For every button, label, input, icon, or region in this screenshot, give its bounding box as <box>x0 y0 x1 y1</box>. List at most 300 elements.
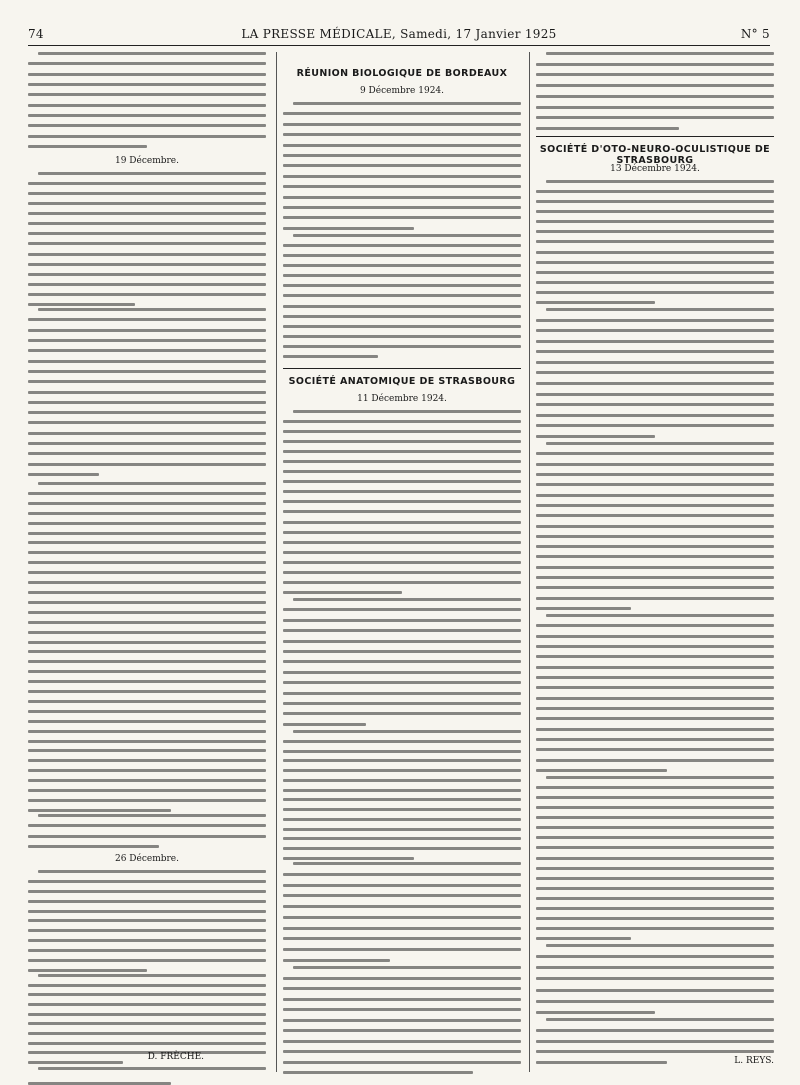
text-line-placeholder <box>28 512 266 515</box>
text-line-placeholder <box>283 175 521 178</box>
text-line-placeholder <box>283 740 521 743</box>
text-line-placeholder <box>536 73 774 76</box>
text-line-placeholder <box>283 905 521 908</box>
text-line-placeholder <box>283 185 521 188</box>
text-line-placeholder <box>536 786 774 789</box>
text-line-placeholder <box>28 242 266 245</box>
section-heading: SOCIÉTÉ D'OTO-NEURO-OCULISTIQUE DE STRASBOURG <box>539 144 771 166</box>
text-line-placeholder <box>536 463 774 466</box>
text-line-placeholder <box>28 411 266 414</box>
text-line-placeholder <box>536 535 774 538</box>
text-line-placeholder <box>536 483 774 486</box>
text-line-placeholder <box>536 403 774 406</box>
text-line-placeholder <box>38 52 266 55</box>
text-line-placeholder <box>38 974 266 977</box>
text-line-placeholder <box>536 63 774 66</box>
text-line-placeholder <box>536 1011 655 1014</box>
text-line-placeholder <box>283 440 521 443</box>
text-line-placeholder <box>283 551 521 554</box>
text-line-placeholder <box>28 232 266 235</box>
text-line-placeholder <box>283 998 521 1001</box>
text-line-placeholder <box>536 966 774 969</box>
text-line-placeholder <box>28 680 266 683</box>
text-line-placeholder <box>283 808 521 811</box>
text-line-placeholder <box>536 676 774 679</box>
text-line-placeholder <box>283 470 521 473</box>
text-line-placeholder <box>536 350 774 353</box>
text-line-placeholder <box>283 144 521 147</box>
text-line-placeholder <box>28 809 171 812</box>
text-line-placeholder <box>546 944 774 947</box>
text-line-placeholder <box>28 114 266 117</box>
text-line-placeholder <box>283 490 521 493</box>
text-line-placeholder <box>536 738 774 741</box>
text-line-placeholder <box>536 806 774 809</box>
text-line-placeholder <box>28 591 266 594</box>
text-line-placeholder <box>28 993 266 996</box>
text-line-placeholder <box>283 531 521 534</box>
section-heading: SOCIÉTÉ ANATOMIQUE DE STRASBOURG <box>288 376 516 387</box>
text-line-placeholder <box>293 730 521 733</box>
text-line-placeholder <box>28 93 266 96</box>
text-line-placeholder <box>536 271 774 274</box>
text-line-placeholder <box>536 95 774 98</box>
text-line-placeholder <box>536 84 774 87</box>
text-line-placeholder <box>28 502 266 505</box>
text-line-placeholder <box>283 112 521 115</box>
text-line-placeholder <box>536 230 774 233</box>
text-line-placeholder <box>28 919 266 922</box>
text-line-placeholder <box>28 710 266 713</box>
text-paragraph <box>28 814 266 848</box>
text-line-placeholder <box>283 420 521 423</box>
text-line-placeholder <box>28 532 266 535</box>
text-line-placeholder <box>536 435 655 438</box>
text-line-placeholder <box>283 798 521 801</box>
text-line-placeholder <box>283 254 521 257</box>
text-line-placeholder <box>536 887 774 890</box>
text-line-placeholder <box>283 818 521 821</box>
text-line-placeholder <box>28 551 266 554</box>
text-line-placeholder <box>536 371 774 374</box>
text-line-placeholder <box>536 504 774 507</box>
text-line-placeholder <box>283 510 521 513</box>
text-line-placeholder <box>536 514 774 517</box>
text-line-placeholder <box>536 666 774 669</box>
column-center <box>283 52 521 1074</box>
text-line-placeholder <box>28 104 266 107</box>
text-line-placeholder <box>28 522 266 525</box>
text-line-placeholder <box>283 355 378 358</box>
text-line-placeholder <box>283 847 521 850</box>
text-line-placeholder <box>283 629 521 632</box>
text-line-placeholder <box>546 308 774 311</box>
text-line-placeholder <box>28 910 266 913</box>
text-line-placeholder <box>28 283 266 286</box>
text-line-placeholder <box>536 955 774 958</box>
text-line-placeholder <box>536 877 774 880</box>
text-line-placeholder <box>28 769 266 772</box>
text-line-placeholder <box>536 200 774 203</box>
text-line-placeholder <box>536 816 774 819</box>
text-line-placeholder <box>536 261 774 264</box>
text-line-placeholder <box>536 769 667 772</box>
text-line-placeholder <box>28 253 266 256</box>
text-line-placeholder <box>28 939 266 942</box>
text-line-placeholder <box>283 216 521 219</box>
text-line-placeholder <box>283 959 390 962</box>
text-line-placeholder <box>283 927 521 930</box>
text-line-placeholder <box>283 1008 521 1011</box>
text-line-placeholder <box>283 460 521 463</box>
text-line-placeholder <box>283 948 521 951</box>
text-paragraph <box>283 730 521 860</box>
text-line-placeholder <box>293 234 521 237</box>
text-line-placeholder <box>536 655 774 658</box>
text-line-placeholder <box>28 779 266 782</box>
text-line-placeholder <box>283 977 521 980</box>
text-line-placeholder <box>536 796 774 799</box>
text-line-placeholder <box>28 421 266 424</box>
text-line-placeholder <box>536 494 774 497</box>
text-line-placeholder <box>28 641 266 644</box>
text-line-placeholder <box>28 370 266 373</box>
text-line-placeholder <box>536 826 774 829</box>
text-line-placeholder <box>28 541 266 544</box>
text-line-placeholder <box>536 907 774 910</box>
text-line-placeholder <box>283 305 521 308</box>
text-line-placeholder <box>536 281 774 284</box>
text-line-placeholder <box>283 884 521 887</box>
text-paragraph <box>536 776 774 940</box>
author-signature: D. FRÈCHE. <box>147 1052 204 1062</box>
text-line-placeholder <box>546 442 774 445</box>
text-line-placeholder <box>536 586 774 589</box>
text-line-placeholder <box>283 712 521 715</box>
text-line-placeholder <box>28 62 266 65</box>
text-line-placeholder <box>28 222 266 225</box>
text-line-placeholder <box>283 154 521 157</box>
text-line-placeholder <box>293 598 521 601</box>
text-line-placeholder <box>546 52 774 55</box>
text-line-placeholder <box>28 969 147 972</box>
text-line-placeholder <box>28 730 266 733</box>
text-line-placeholder <box>28 1032 266 1035</box>
text-line-placeholder <box>28 463 266 466</box>
text-line-placeholder <box>536 927 774 930</box>
text-line-placeholder <box>283 769 521 772</box>
text-line-placeholder <box>536 566 774 569</box>
text-line-placeholder <box>28 835 266 838</box>
column-divider <box>529 52 530 1072</box>
text-line-placeholder <box>283 591 402 594</box>
text-line-placeholder <box>28 949 266 952</box>
text-line-placeholder <box>283 264 521 267</box>
text-line-placeholder <box>28 360 266 363</box>
text-line-placeholder <box>536 836 774 839</box>
text-paragraph <box>283 410 521 594</box>
text-paragraph <box>536 944 774 1014</box>
text-line-placeholder <box>546 614 774 617</box>
text-line-placeholder <box>536 867 774 870</box>
text-line-placeholder <box>28 380 266 383</box>
text-line-placeholder <box>28 799 266 802</box>
text-line-placeholder <box>283 123 521 126</box>
text-line-placeholder <box>28 890 266 893</box>
text-line-placeholder <box>536 635 774 638</box>
text-line-placeholder <box>536 759 774 762</box>
text-line-placeholder <box>283 759 521 762</box>
text-line-placeholder <box>283 779 521 782</box>
text-line-placeholder <box>28 581 266 584</box>
text-line-placeholder <box>28 273 266 276</box>
text-line-placeholder <box>283 345 521 348</box>
text-line-placeholder <box>28 492 266 495</box>
text-line-placeholder <box>536 525 774 528</box>
text-line-placeholder <box>28 1042 266 1045</box>
text-line-placeholder <box>536 116 774 119</box>
column-left <box>28 52 266 1074</box>
text-paragraph <box>28 52 266 148</box>
text-line-placeholder <box>536 607 631 610</box>
text-paragraph <box>283 966 521 1074</box>
text-paragraph <box>536 614 774 772</box>
text-line-placeholder <box>28 182 266 185</box>
text-line-placeholder <box>28 73 266 76</box>
text-line-placeholder <box>38 482 266 485</box>
text-line-placeholder <box>536 555 774 558</box>
text-line-placeholder <box>283 723 366 726</box>
text-line-placeholder <box>28 339 266 342</box>
text-line-placeholder <box>536 190 774 193</box>
text-line-placeholder <box>536 251 774 254</box>
text-line-placeholder <box>28 473 99 476</box>
text-line-placeholder <box>28 959 266 962</box>
text-line-placeholder <box>28 759 266 762</box>
text-line-placeholder <box>536 989 774 992</box>
text-line-placeholder <box>28 789 266 792</box>
text-line-placeholder <box>283 500 521 503</box>
text-line-placeholder <box>283 1040 521 1043</box>
text-paragraph <box>28 870 266 972</box>
text-line-placeholder <box>283 828 521 831</box>
text-line-placeholder <box>28 670 266 673</box>
text-line-placeholder <box>283 702 521 705</box>
text-line-placeholder <box>28 349 266 352</box>
text-line-placeholder <box>283 450 521 453</box>
text-line-placeholder <box>28 601 266 604</box>
text-line-placeholder <box>28 145 147 148</box>
section-heading: RÉUNION BIOLOGIQUE DE BORDEAUX <box>296 68 508 79</box>
text-line-placeholder <box>283 916 521 919</box>
text-line-placeholder <box>28 83 266 86</box>
text-line-placeholder <box>536 717 774 720</box>
text-line-placeholder <box>28 571 266 574</box>
text-line-placeholder <box>536 707 774 710</box>
text-line-placeholder <box>28 984 266 987</box>
text-line-placeholder <box>28 391 266 394</box>
text-line-placeholder <box>536 220 774 223</box>
text-line-placeholder <box>38 1067 266 1070</box>
session-date: 26 Décembre. <box>114 854 179 864</box>
text-line-placeholder <box>38 308 266 311</box>
text-line-placeholder <box>536 240 774 243</box>
text-line-placeholder <box>293 410 521 413</box>
text-line-placeholder <box>283 837 521 840</box>
text-line-placeholder <box>536 624 774 627</box>
text-line-placeholder <box>536 937 631 940</box>
text-line-placeholder <box>283 650 521 653</box>
text-line-placeholder <box>536 452 774 455</box>
text-line-placeholder <box>283 619 521 622</box>
text-line-placeholder <box>283 325 521 328</box>
text-line-placeholder <box>283 227 414 230</box>
text-line-placeholder <box>536 846 774 849</box>
text-line-placeholder <box>536 545 774 548</box>
text-line-placeholder <box>536 897 774 900</box>
text-line-placeholder <box>28 740 266 743</box>
column-right <box>536 52 774 1074</box>
text-line-placeholder <box>28 442 266 445</box>
session-date: 19 Décembre. <box>114 156 179 166</box>
text-line-placeholder <box>283 1029 521 1032</box>
text-line-placeholder <box>283 750 521 753</box>
text-line-placeholder <box>283 164 521 167</box>
text-line-placeholder <box>283 244 521 247</box>
text-paragraph <box>536 180 774 304</box>
session-date: 13 Décembre 1924. <box>610 164 700 174</box>
text-line-placeholder <box>283 608 521 611</box>
text-line-placeholder <box>38 814 266 817</box>
text-line-placeholder <box>28 303 135 306</box>
text-paragraph <box>536 308 774 438</box>
text-line-placeholder <box>283 692 521 695</box>
author-signature: L. REYS. <box>734 1056 774 1066</box>
text-paragraph <box>283 234 521 358</box>
text-line-placeholder <box>28 700 266 703</box>
text-line-placeholder <box>28 880 266 883</box>
text-line-placeholder <box>28 202 266 205</box>
page-number: 74 <box>28 27 44 41</box>
text-line-placeholder <box>546 776 774 779</box>
text-paragraph <box>283 598 521 726</box>
section-rule <box>283 368 521 369</box>
text-line-placeholder <box>28 192 266 195</box>
text-line-placeholder <box>28 660 266 663</box>
text-line-placeholder <box>536 340 774 343</box>
text-line-placeholder <box>283 671 521 674</box>
session-date: 9 Décembre 1924. <box>359 86 445 96</box>
text-line-placeholder <box>283 1061 521 1064</box>
text-line-placeholder <box>283 430 521 433</box>
text-line-placeholder <box>283 571 521 574</box>
text-paragraph <box>536 442 774 610</box>
text-line-placeholder <box>536 1000 774 1003</box>
text-line-placeholder <box>536 301 655 304</box>
text-line-placeholder <box>38 172 266 175</box>
text-line-placeholder <box>283 335 521 338</box>
text-paragraph <box>536 52 774 130</box>
text-line-placeholder <box>283 480 521 483</box>
text-line-placeholder <box>28 401 266 404</box>
text-line-placeholder <box>28 621 266 624</box>
text-line-placeholder <box>283 1050 521 1053</box>
text-line-placeholder <box>536 917 774 920</box>
text-line-placeholder <box>283 315 521 318</box>
text-line-placeholder <box>536 576 774 579</box>
text-paragraph <box>28 482 266 812</box>
text-line-placeholder <box>28 561 266 564</box>
text-line-placeholder <box>283 294 521 297</box>
text-line-placeholder <box>536 645 774 648</box>
header-rule <box>28 45 770 46</box>
column-divider <box>276 52 277 1072</box>
text-paragraph <box>28 974 266 1064</box>
text-paragraph <box>28 1067 266 1085</box>
text-line-placeholder <box>536 748 774 751</box>
text-line-placeholder <box>28 135 266 138</box>
text-paragraph <box>283 102 521 230</box>
text-line-placeholder <box>28 631 266 634</box>
text-line-placeholder <box>28 212 266 215</box>
text-line-placeholder <box>536 291 774 294</box>
text-line-placeholder <box>283 284 521 287</box>
text-line-placeholder <box>283 857 414 860</box>
text-line-placeholder <box>293 966 521 969</box>
section-rule <box>536 136 774 137</box>
text-line-placeholder <box>283 640 521 643</box>
text-line-placeholder <box>536 424 774 427</box>
text-line-placeholder <box>536 1029 774 1032</box>
text-line-placeholder <box>28 1061 123 1064</box>
text-line-placeholder <box>283 206 521 209</box>
text-line-placeholder <box>536 210 774 213</box>
text-line-placeholder <box>283 1071 473 1074</box>
text-line-placeholder <box>536 319 774 322</box>
text-line-placeholder <box>38 870 266 873</box>
text-line-placeholder <box>283 894 521 897</box>
text-line-placeholder <box>28 749 266 752</box>
text-line-placeholder <box>28 1003 266 1006</box>
issue-number: N° 5 <box>740 27 770 41</box>
text-line-placeholder <box>283 873 521 876</box>
text-line-placeholder <box>536 857 774 860</box>
text-line-placeholder <box>283 937 521 940</box>
text-line-placeholder <box>28 650 266 653</box>
text-line-placeholder <box>283 681 521 684</box>
text-line-placeholder <box>283 133 521 136</box>
text-paragraph <box>283 862 521 962</box>
text-line-placeholder <box>283 274 521 277</box>
text-paragraph <box>28 308 266 476</box>
text-line-placeholder <box>283 987 521 990</box>
text-line-placeholder <box>28 293 266 296</box>
text-line-placeholder <box>293 862 521 865</box>
text-line-placeholder <box>536 473 774 476</box>
text-line-placeholder <box>28 1013 266 1016</box>
text-line-placeholder <box>536 597 774 600</box>
text-line-placeholder <box>28 824 266 827</box>
text-line-placeholder <box>536 977 774 980</box>
text-line-placeholder <box>28 329 266 332</box>
text-line-placeholder <box>283 581 521 584</box>
text-line-placeholder <box>283 789 521 792</box>
text-line-placeholder <box>546 180 774 183</box>
text-line-placeholder <box>536 106 774 109</box>
text-line-placeholder <box>283 196 521 199</box>
text-line-placeholder <box>293 102 521 105</box>
text-line-placeholder <box>536 1050 774 1053</box>
